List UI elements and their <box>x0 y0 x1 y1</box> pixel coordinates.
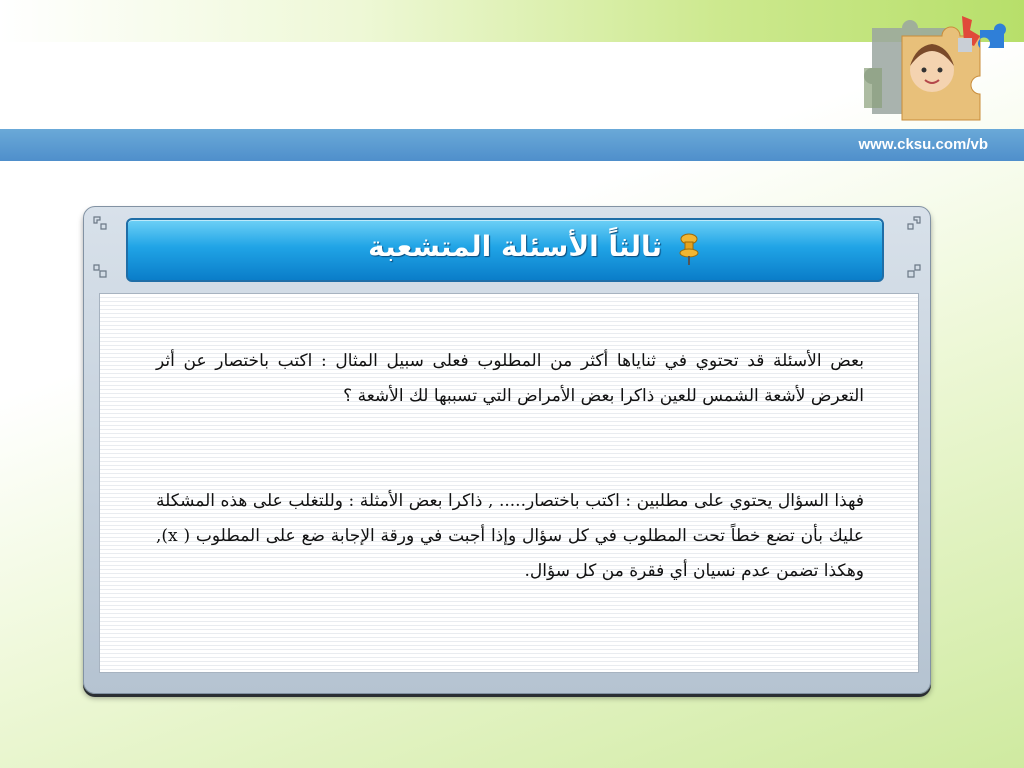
frame-ornament-icon <box>906 263 922 279</box>
frame-ornament-icon <box>92 263 108 279</box>
pushpin-icon <box>676 232 702 266</box>
puzzle-photo-icon <box>862 8 1012 126</box>
url-bar <box>0 129 1024 161</box>
slide-title: ثالثاً الأسئلة المتشعبة <box>368 230 662 263</box>
title-bar <box>126 218 884 282</box>
paragraph-1: بعض الأسئلة قد تحتوي في ثناياها أكثر من المطلوب فعلى سبيل المثال : اكتب باختصار عن أثر التعرض لأشعة الشمس للعين ذاكرا بعض الأمراض التي تسببها لك الأشعة ؟ <box>156 351 864 406</box>
frame-ornament-icon <box>92 215 108 231</box>
frame-ornament-icon <box>906 215 922 231</box>
slide-frame <box>83 206 931 694</box>
paragraph-2: فهذا السؤال يحتوي على مطلبين : اكتب باختصار..... , ذاكرا بعض الأمثلة : وللتغلب على هذه المشكلة عليك بأن تضع خطاً تحت المطلوب في كل سؤال وإذا أجبت في ورقة الإجابة ضع على المطلوب ( x), وهكذا تضمن عدم نسيان أي فقرة من كل سؤال. <box>156 491 864 581</box>
content-panel <box>99 293 919 673</box>
site-url: www.cksu.com/vb <box>858 136 988 153</box>
